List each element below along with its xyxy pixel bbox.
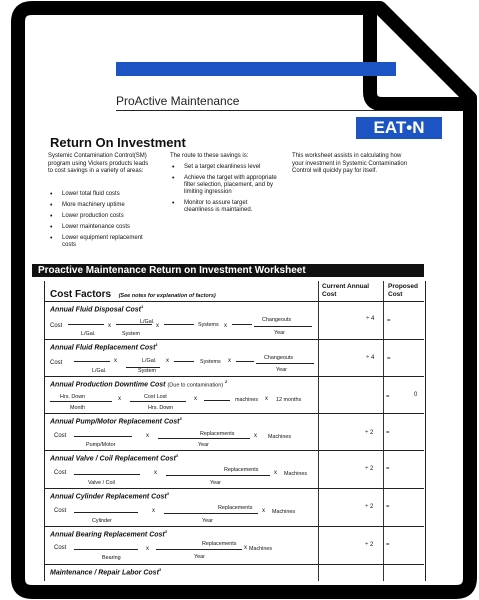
times-sign: x bbox=[166, 358, 169, 364]
savings-areas-list bbox=[48, 191, 158, 253]
roi-intro: Systemic Contamination Control(SM) program using Vickers products leads to cost savings in a variety of areas: bbox=[48, 153, 149, 174]
input-line[interactable] bbox=[126, 361, 160, 368]
proposed-value: 0 bbox=[414, 392, 418, 398]
machines-label: Machines bbox=[268, 434, 292, 440]
list-item: • More machinery uptime bbox=[48, 202, 158, 209]
current-cost-header: Current Annual Cost bbox=[322, 283, 370, 298]
changeouts-label: Changeouts bbox=[264, 355, 294, 361]
fluid-disposal-section bbox=[44, 301, 424, 340]
cost-factors-note: (See notes for explanation of factors) bbox=[118, 293, 216, 299]
cost-label: Cost bbox=[54, 545, 67, 551]
section-footnote: 1 bbox=[155, 342, 158, 347]
year-label: Year bbox=[194, 554, 205, 560]
equals-sign: = bbox=[386, 504, 390, 510]
list-item: • Set a target cleanliness level bbox=[170, 164, 278, 171]
machines-label: Machines bbox=[284, 471, 308, 477]
section-note: (Due to contamination) bbox=[167, 382, 224, 389]
proposed-cost-header: Proposed Cost bbox=[388, 283, 418, 298]
times-sign: x bbox=[114, 358, 117, 364]
fluid-replacement-section bbox=[44, 339, 424, 377]
eaton-logo bbox=[356, 117, 442, 139]
eaton-logo-text: EAT•N bbox=[373, 118, 425, 137]
cost-label: Cost bbox=[54, 508, 67, 514]
equals-sign: = bbox=[386, 430, 390, 436]
valve-coil-label: Valve / Coil bbox=[88, 480, 115, 486]
equals-sign: = bbox=[386, 394, 390, 400]
cost-label: Cost bbox=[50, 323, 63, 329]
fraction-bar bbox=[166, 475, 270, 476]
l-gal-label: L/Gal. bbox=[140, 319, 155, 325]
input-line[interactable] bbox=[74, 355, 110, 362]
fraction-bar bbox=[256, 363, 314, 364]
times-sign: x bbox=[154, 470, 157, 476]
production-downtime-section bbox=[44, 376, 424, 414]
replacements-label: Replacements bbox=[218, 505, 253, 511]
section-footnote: 3 bbox=[179, 416, 182, 421]
systems-label: Systems bbox=[200, 359, 221, 365]
pump-motor-label: Pump/Motor bbox=[86, 442, 116, 448]
input-line[interactable] bbox=[164, 318, 194, 325]
input-line[interactable] bbox=[74, 543, 138, 550]
systems-label: Systems bbox=[198, 322, 219, 328]
section-title: Annual Fluid Replacement Cost bbox=[50, 344, 156, 352]
cost-label: Cost bbox=[54, 470, 67, 476]
times-sign: x bbox=[265, 396, 268, 402]
section-title: Annual Production Downtime Cost bbox=[50, 381, 166, 389]
cylinder-label: Cylinder bbox=[92, 518, 112, 524]
title-rule bbox=[116, 110, 441, 111]
section-title: Maintenance / Repair Labor Cost bbox=[50, 569, 159, 577]
input-line[interactable] bbox=[236, 355, 254, 362]
header-accent-bar bbox=[116, 62, 396, 76]
cost-lost-label: Cost Lost bbox=[144, 394, 167, 400]
list-item: • Achieve the target with appropriate filter selection, placement, and by limiting ingression bbox=[170, 175, 278, 196]
times-sign: x bbox=[254, 433, 257, 439]
input-line[interactable] bbox=[174, 355, 194, 362]
list-item: • Lower equipment replacement costs bbox=[48, 235, 158, 249]
section-footnote: 3 bbox=[175, 453, 179, 458]
times-sign: x bbox=[244, 545, 247, 551]
list-item: • Lower maintenance costs bbox=[48, 224, 158, 231]
section-title: Annual Valve / Coil Replacement Cost bbox=[50, 455, 176, 463]
times-sign: x bbox=[224, 323, 227, 329]
machines-label: machines bbox=[235, 397, 259, 403]
section-footnote: 2 bbox=[225, 379, 228, 384]
divisor: ÷ 4 bbox=[366, 316, 375, 322]
machines-label: Machines bbox=[272, 509, 296, 515]
divisor: ÷ 2 bbox=[365, 504, 374, 510]
cost-factors-header bbox=[50, 284, 216, 302]
fraction-bar bbox=[254, 326, 312, 327]
valve-coil-section bbox=[44, 450, 424, 489]
year-label: Year bbox=[202, 518, 213, 524]
list-item: • Monitor to assure target cleanliness is maintained. bbox=[170, 200, 278, 214]
fraction-bar bbox=[158, 438, 250, 439]
times-sign: x bbox=[274, 470, 277, 476]
roi-heading: Return On Investment bbox=[50, 135, 186, 150]
equals-sign: = bbox=[386, 542, 390, 548]
list-item: • Lower total fluid costs bbox=[48, 191, 158, 198]
section-title: Annual Cylinder Replacement Cost bbox=[50, 493, 167, 501]
input-line[interactable] bbox=[204, 394, 230, 401]
fraction-bar bbox=[130, 401, 186, 402]
bearing-label: Bearing bbox=[102, 555, 121, 561]
equals-sign: = bbox=[387, 318, 391, 324]
cost-label: Cost bbox=[54, 433, 67, 439]
divisor: ÷ 2 bbox=[365, 430, 374, 436]
month-label: Month bbox=[70, 405, 85, 411]
divisor: ÷ 2 bbox=[365, 542, 374, 548]
replacements-label: Replacements bbox=[200, 431, 235, 437]
input-line[interactable] bbox=[232, 318, 252, 325]
route-list bbox=[170, 164, 278, 218]
input-line[interactable] bbox=[74, 468, 140, 475]
l-gal-label: L/Gal. bbox=[142, 358, 157, 364]
times-sign: x bbox=[194, 396, 197, 402]
section-title: Annual Fluid Disposal Cost bbox=[50, 306, 142, 314]
year-label: Year bbox=[210, 480, 221, 486]
system-label: System bbox=[122, 331, 140, 337]
equals-sign: = bbox=[387, 356, 391, 362]
worksheet-note: This worksheet assists in calculating how your investment in Systemic Contamination Control will quickly pay for itself. bbox=[292, 153, 408, 174]
times-sign: x bbox=[108, 323, 111, 329]
times-sign: x bbox=[146, 546, 149, 552]
input-line[interactable] bbox=[74, 506, 138, 513]
bearing-section bbox=[44, 526, 424, 565]
section-footnote: 3 bbox=[164, 529, 167, 534]
l-gal-label: L/Gal. bbox=[81, 331, 96, 337]
times-sign: x bbox=[146, 433, 149, 439]
list-item: • Lower production costs bbox=[48, 213, 158, 220]
fraction-bar bbox=[50, 401, 112, 402]
divisor: ÷ 4 bbox=[366, 355, 375, 361]
year-label: Year bbox=[276, 367, 287, 373]
pump-motor-section bbox=[44, 413, 424, 451]
section-title: Annual Pump/Motor Replacement Cost bbox=[50, 418, 180, 426]
page-title: ProActive Maintenance bbox=[116, 94, 240, 108]
hrs-down-label: Hrs. Down bbox=[60, 394, 86, 400]
cost-label: Cost bbox=[50, 360, 63, 366]
fraction-bar bbox=[164, 513, 258, 514]
replacements-label: Replacements bbox=[224, 467, 259, 473]
machines-label: Machines bbox=[249, 546, 273, 552]
replacements-label: Replacements bbox=[202, 541, 237, 547]
section-footnote: 1 bbox=[141, 304, 144, 309]
section-footnote: 3 bbox=[166, 491, 169, 496]
labor-section bbox=[44, 564, 424, 581]
year-label: Year bbox=[274, 330, 285, 336]
route-heading: The route to these savings is: bbox=[170, 153, 249, 159]
cylinder-section bbox=[44, 488, 424, 527]
cost-factors-label: Cost Factors bbox=[50, 289, 112, 300]
hrs-down-label: Hrs. Down bbox=[148, 405, 174, 411]
worksheet-title-bar: Proactive Maintenance Return on Investment Worksheet bbox=[32, 264, 424, 277]
times-sign: x bbox=[262, 508, 265, 514]
times-sign: x bbox=[152, 508, 155, 514]
times-sign: x bbox=[228, 358, 231, 364]
input-line[interactable] bbox=[68, 318, 104, 325]
section-footnote: 3 bbox=[158, 567, 162, 572]
changeouts-label: Changeouts bbox=[262, 317, 292, 323]
l-gal-label: L/Gal. bbox=[92, 368, 107, 374]
times-sign: x bbox=[118, 396, 121, 402]
twelve-months-label: 12 months bbox=[276, 397, 302, 403]
fraction-bar bbox=[156, 549, 242, 550]
system-label: System bbox=[138, 368, 156, 374]
equals-sign: = bbox=[386, 466, 390, 472]
input-line[interactable] bbox=[74, 430, 132, 437]
times-sign: x bbox=[156, 323, 159, 329]
year-label: Year bbox=[198, 442, 209, 448]
divisor: ÷ 2 bbox=[365, 466, 374, 472]
section-title: Annual Bearing Replacement Cost bbox=[50, 531, 165, 539]
